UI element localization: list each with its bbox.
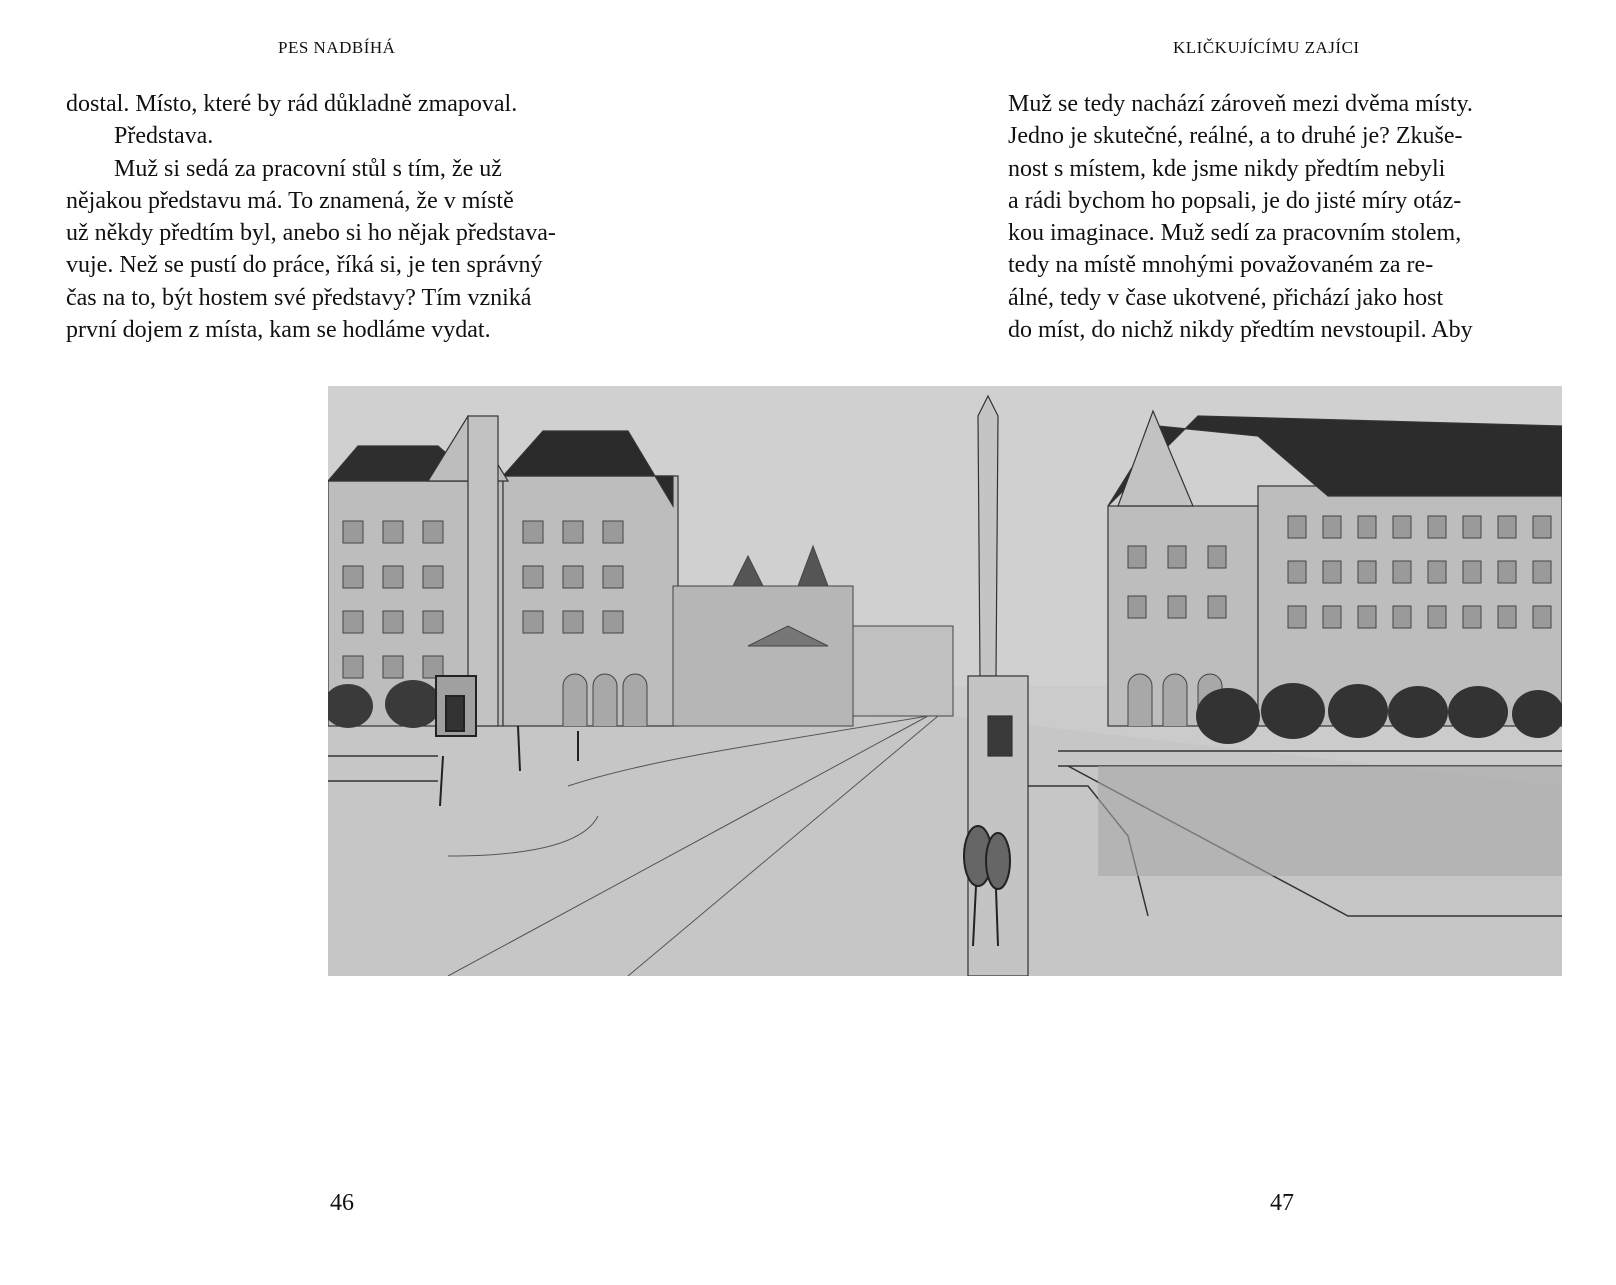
text-line: álné, tedy v čase ukotvené, přichází jako host: [1008, 284, 1444, 311]
text-line: a rádi bychom ho popsali, je do jisté míry otáz-: [1008, 187, 1462, 214]
text-line: tedy na místě mnohými považovaném za re-: [1008, 252, 1434, 279]
street-sketch-illustration: [328, 386, 1562, 976]
text-line: Představa.: [114, 123, 214, 150]
text-line: už někdy předtím byl, anebo si ho nějak představa-: [66, 220, 556, 247]
page-number-left: 46: [330, 1190, 354, 1216]
page-number-right: 47: [1270, 1190, 1294, 1216]
text-line: do míst, do nichž nikdy předtím nevstoupil. Aby: [1008, 317, 1473, 344]
body-text-left: [66, 88, 626, 346]
text-line: Muž se tedy nachází zároveň mezi dvěma místy.: [1008, 91, 1473, 117]
text-line: Muž si sedá za pracovní stůl s tím, že už: [114, 155, 502, 182]
text-line: čas na to, být hostem své představy? Tím vzniká: [66, 284, 532, 311]
text-line: nějakou představu má. To znamená, že v místě: [66, 187, 514, 214]
text-line: vuje. Než se pustí do práce, říká si, je ten správný: [66, 252, 543, 279]
running-head-right: KLIČKUJÍCÍMU ZAJÍCI: [1173, 38, 1360, 57]
text-line: Jedno je skutečné, reálné, a to druhé je? Zkuše-: [1008, 123, 1463, 150]
text-line: dostal. Místo, které by rád důkladně zmapoval.: [66, 91, 518, 117]
body-text-right: [1008, 88, 1568, 346]
text-line: nost s místem, kde jsme nikdy předtím nebyli: [1008, 155, 1446, 182]
running-head-left: PES NADBÍHÁ: [278, 38, 396, 57]
text-line: první dojem z místa, kam se hodláme vydat.: [66, 317, 491, 344]
text-line: kou imaginace. Muž sedí za pracovním stolem,: [1008, 220, 1462, 247]
